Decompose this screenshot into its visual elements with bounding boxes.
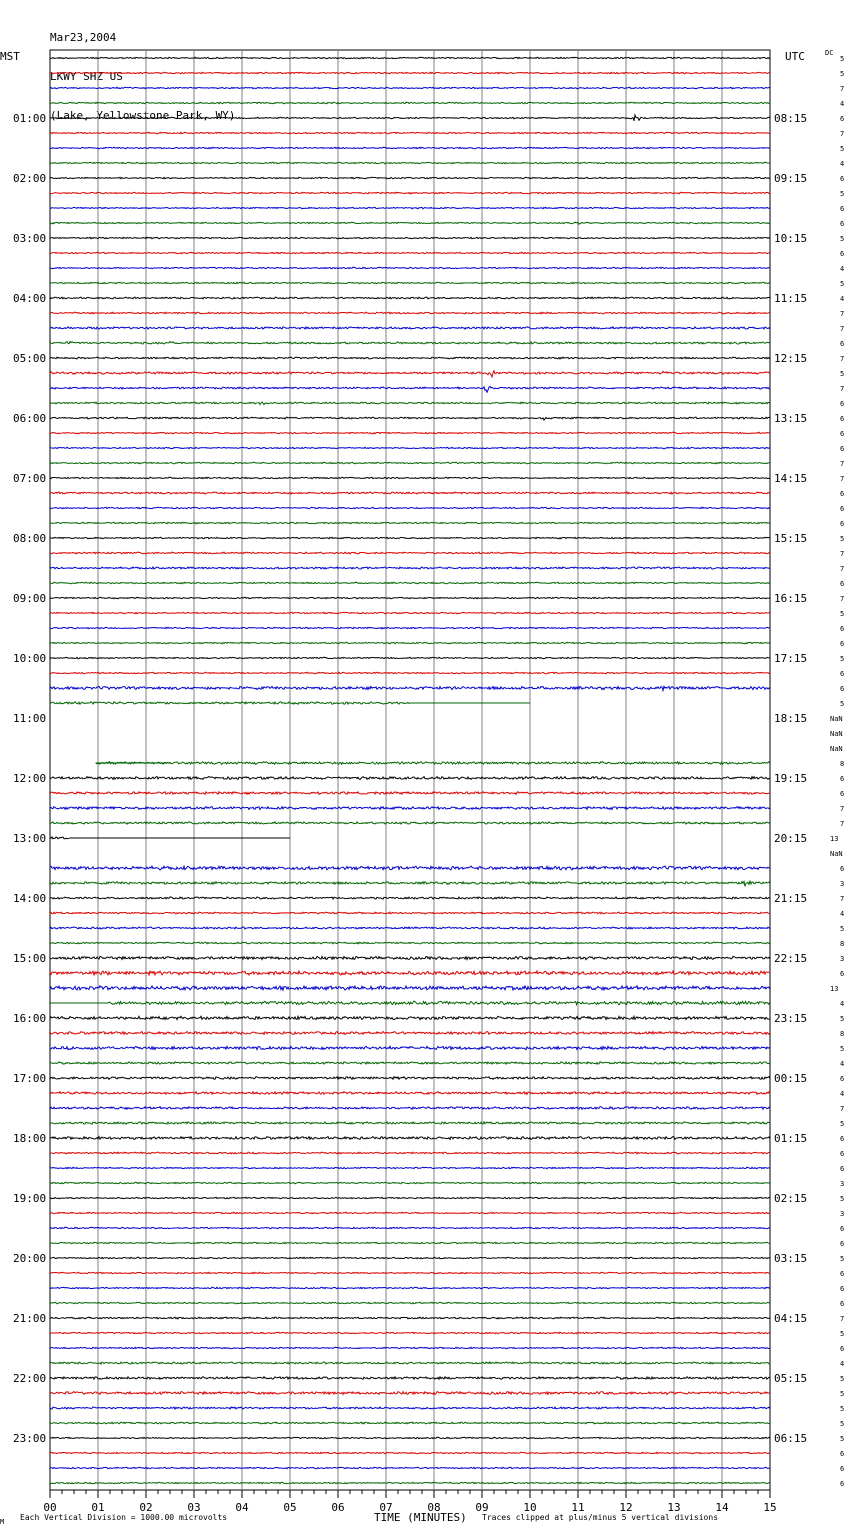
right-hour-label: 03:15	[774, 1252, 808, 1265]
dc-value: 7	[840, 385, 845, 393]
trace-line	[50, 1137, 770, 1140]
right-hour-label: 00:15	[774, 1072, 808, 1085]
trace-line	[50, 507, 770, 509]
trace-line	[50, 537, 770, 539]
right-hour-label: 04:15	[774, 1312, 808, 1325]
left-hour-label: 07:00	[13, 472, 47, 485]
left-hour-label: 02:00	[13, 172, 47, 185]
right-hour-label: 06:15	[774, 1432, 808, 1445]
dc-value: 4	[840, 160, 845, 168]
dc-value: 6	[840, 685, 845, 693]
right-hour-label: 21:15	[774, 892, 808, 905]
trace-line	[50, 417, 770, 420]
right-hour-label: 23:15	[774, 1012, 808, 1025]
trace-line	[50, 147, 770, 149]
dc-value: 5	[840, 1375, 845, 1383]
right-hour-label: 15:15	[774, 532, 808, 545]
right-hour-label: 02:15	[774, 1192, 808, 1205]
dc-value: 6	[840, 205, 845, 213]
trace-line	[50, 642, 770, 644]
x-tick-label: 04	[235, 1501, 249, 1514]
dc-value: 5	[840, 1120, 845, 1128]
left-hour-label: 15:00	[13, 952, 47, 965]
trace-line	[50, 1347, 770, 1349]
x-tick-label: 11	[571, 1501, 585, 1514]
trace-line	[50, 822, 770, 824]
right-hour-label: 01:15	[774, 1132, 808, 1145]
dc-value: 6	[840, 640, 845, 648]
x-tick-label: 15	[763, 1501, 777, 1514]
dc-value: 6	[840, 1300, 845, 1308]
trace-line	[50, 1197, 770, 1199]
station-code: LKWY SHZ US	[50, 70, 123, 83]
right-hour-label: 13:15	[774, 412, 808, 425]
dc-value: 6	[840, 115, 845, 123]
trace-line	[50, 1392, 770, 1395]
dc-value: 6	[840, 220, 845, 228]
dc-value: 3	[840, 955, 845, 963]
trace-line	[50, 912, 770, 914]
dc-value: 5	[840, 535, 845, 543]
left-hour-label: 18:00	[13, 1132, 47, 1145]
left-hour-label: 10:00	[13, 652, 47, 665]
trace-line	[50, 492, 770, 494]
right-hour-label: 20:15	[774, 832, 808, 845]
x-tick-label: 12	[619, 1501, 633, 1514]
dc-value: 5	[840, 655, 845, 663]
trace-line	[50, 132, 770, 134]
dc-value: 6	[840, 1225, 845, 1233]
x-tick-label: 13	[667, 1501, 681, 1514]
right-hour-label: 09:15	[774, 172, 808, 185]
x-tick-label: 07	[379, 1501, 393, 1514]
trace-line	[50, 627, 770, 629]
trace-line	[50, 222, 770, 224]
x-tick-label: 09	[475, 1501, 489, 1514]
x-tick-label: 01	[91, 1501, 105, 1514]
dc-value: 6	[840, 175, 845, 183]
dc-value: 6	[840, 250, 845, 258]
dc-value: 6	[840, 1075, 845, 1083]
trace-line	[50, 1422, 770, 1424]
trace-line	[50, 522, 770, 524]
dc-value: 4	[840, 1360, 845, 1368]
trace-line	[50, 1272, 770, 1274]
dc-value: 7	[840, 820, 845, 828]
dc-value: 5	[840, 145, 845, 153]
x-tick-label: 06	[331, 1501, 345, 1514]
dc-value: 8	[840, 760, 845, 768]
dc-value: 7	[840, 805, 845, 813]
left-hour-label: 23:00	[13, 1432, 47, 1445]
x-tick-label: 10	[523, 1501, 537, 1514]
trace-line	[50, 971, 770, 975]
right-hour-label: 12:15	[774, 352, 808, 365]
trace-line	[50, 1046, 770, 1049]
trace-line	[50, 1452, 770, 1454]
dc-value: 3	[840, 880, 845, 888]
trace-line	[50, 432, 770, 434]
trace-line	[50, 672, 770, 674]
trace-line	[50, 87, 770, 89]
trace-line	[50, 1062, 770, 1064]
x-tick-label: 02	[139, 1501, 153, 1514]
trace-line	[50, 252, 770, 254]
dc-value: 3	[840, 1210, 845, 1218]
dc-value: 6	[840, 865, 845, 873]
dc-column-label: DC	[825, 49, 834, 57]
right-hour-label: 11:15	[774, 292, 808, 305]
dc-value: 5	[840, 1435, 845, 1443]
dc-value: 3	[840, 1180, 845, 1188]
dc-value: 6	[840, 400, 845, 408]
x-axis-title: TIME (MINUTES)	[374, 1511, 467, 1524]
trace-line	[50, 1122, 770, 1124]
dc-value: 6	[840, 445, 845, 453]
trace-line	[50, 702, 410, 705]
trace-line	[50, 881, 770, 886]
right-hour-label: 10:15	[774, 232, 808, 245]
dc-value: NaN	[830, 850, 843, 858]
trace-line	[50, 897, 770, 899]
dc-value: 6	[840, 1150, 845, 1158]
dc-value: 5	[840, 1255, 845, 1263]
x-tick-label: 05	[283, 1501, 297, 1514]
right-hour-label: 08:15	[774, 112, 808, 125]
trace-line	[50, 837, 69, 839]
record-date: Mar23,2004	[50, 31, 117, 44]
dc-value: 5	[840, 370, 845, 378]
dc-value: 6	[840, 1240, 845, 1248]
dc-value: 5	[840, 1405, 845, 1413]
dc-value: 8	[840, 1030, 845, 1038]
dc-value: 6	[840, 1450, 845, 1458]
trace-line	[96, 762, 770, 765]
x-tick-label: 14	[715, 1501, 729, 1514]
left-hour-label: 21:00	[13, 1312, 47, 1325]
trace-line	[50, 597, 770, 599]
trace-line	[50, 177, 770, 179]
trace-line	[50, 386, 770, 392]
dc-value: NaN	[830, 730, 843, 738]
trace-line	[50, 357, 770, 359]
plot-frame	[50, 50, 770, 1490]
trace-line	[50, 1107, 770, 1110]
corner-mark: M	[0, 1518, 5, 1526]
dc-value: 7	[840, 895, 845, 903]
left-hour-label: 06:00	[13, 412, 47, 425]
right-hour-label: 19:15	[774, 772, 808, 785]
trace-line	[50, 1302, 770, 1304]
right-hour-label: 14:15	[774, 472, 808, 485]
trace-line	[50, 1227, 770, 1229]
dc-value: 4	[840, 265, 845, 273]
trace-line	[50, 1032, 770, 1035]
left-hour-label: 16:00	[13, 1012, 47, 1025]
dc-value: 6	[840, 1345, 845, 1353]
dc-value: 7	[840, 130, 845, 138]
left-hour-label: 19:00	[13, 1192, 47, 1205]
dc-value: 7	[840, 325, 845, 333]
dc-value: 5	[840, 1420, 845, 1428]
dc-value: 13	[830, 985, 839, 993]
station-location: (Lake, Yellowstone Park, WY)	[50, 109, 236, 122]
trace-line	[50, 282, 770, 284]
trace-line	[50, 1377, 770, 1380]
left-hour-label: 22:00	[13, 1372, 47, 1385]
trace-line	[50, 462, 770, 464]
trace-line	[50, 986, 770, 990]
dc-value: 5	[840, 700, 845, 708]
trace-line	[50, 792, 770, 795]
trace-line	[50, 942, 770, 944]
right-hour-label: 05:15	[774, 1372, 808, 1385]
trace-line	[50, 57, 770, 59]
trace-line	[50, 1152, 770, 1154]
right-hour-label: 17:15	[774, 652, 808, 665]
dc-value: 4	[840, 1090, 845, 1098]
trace-line	[108, 1001, 770, 1004]
left-hour-label: 03:00	[13, 232, 47, 245]
dc-value: 6	[840, 1480, 845, 1488]
dc-value: 7	[840, 85, 845, 93]
trace-line	[50, 777, 770, 780]
dc-value: 4	[840, 1000, 845, 1008]
dc-value: 5	[840, 925, 845, 933]
dc-value: 7	[840, 475, 845, 483]
left-hour-label: 20:00	[13, 1252, 47, 1265]
right-timezone-label: UTC	[785, 50, 805, 63]
trace-line	[50, 237, 770, 239]
dc-value: 6	[840, 775, 845, 783]
dc-value: 7	[840, 1315, 845, 1323]
dc-value: 6	[840, 1270, 845, 1278]
trace-line	[50, 552, 770, 554]
dc-value: 7	[840, 565, 845, 573]
trace-line	[50, 162, 770, 164]
dc-value: 5	[840, 190, 845, 198]
dc-value: 6	[840, 580, 845, 588]
left-hour-label: 14:00	[13, 892, 47, 905]
dc-value: 7	[840, 595, 845, 603]
trace-line	[50, 1182, 770, 1184]
trace-line	[50, 1467, 770, 1469]
dc-value: 6	[840, 790, 845, 798]
trace-line	[50, 956, 770, 959]
dc-value: 5	[840, 280, 845, 288]
trace-line	[50, 1317, 770, 1319]
dc-value: 4	[840, 910, 845, 918]
trace-line	[50, 102, 770, 104]
trace-line	[50, 192, 770, 194]
dc-value: 13	[830, 835, 839, 843]
dc-value: 6	[840, 1285, 845, 1293]
left-hour-label: 17:00	[13, 1072, 47, 1085]
left-hour-label: 08:00	[13, 532, 47, 545]
dc-value: 7	[840, 1105, 845, 1113]
trace-line	[50, 1016, 770, 1019]
dc-value: 6	[840, 520, 845, 528]
trace-line	[50, 1212, 770, 1214]
trace-line	[50, 1092, 770, 1095]
trace-line	[50, 807, 770, 810]
trace-line	[50, 612, 770, 614]
trace-line	[50, 327, 770, 329]
trace-line	[50, 1077, 770, 1080]
dc-value: 6	[840, 1465, 845, 1473]
dc-value: 5	[840, 70, 845, 78]
trace-line	[50, 402, 770, 405]
dc-value: 5	[840, 1390, 845, 1398]
trace-line	[50, 1257, 770, 1259]
trace-line	[50, 207, 770, 209]
dc-value: NaN	[830, 745, 843, 753]
trace-line	[50, 72, 770, 74]
trace-line	[50, 1332, 770, 1334]
scale-note: Each Vertical Division = 1000.00 microvolts	[20, 1513, 228, 1522]
left-hour-label: 11:00	[13, 712, 47, 725]
trace-line	[50, 927, 770, 929]
dc-value: 6	[840, 1135, 845, 1143]
left-hour-label: 12:00	[13, 772, 47, 785]
trace-line	[50, 567, 770, 569]
dc-value: 7	[840, 460, 845, 468]
dc-value: 5	[840, 1195, 845, 1203]
dc-value: 6	[840, 490, 845, 498]
dc-value: 5	[840, 1015, 845, 1023]
dc-value: 5	[840, 55, 845, 63]
trace-line	[50, 1482, 770, 1484]
left-hour-label: 01:00	[13, 112, 47, 125]
dc-value: 6	[840, 1165, 845, 1173]
dc-value: 5	[840, 1045, 845, 1053]
dc-value: 8	[840, 940, 845, 948]
trace-line	[50, 1167, 770, 1169]
left-hour-label: 13:00	[13, 832, 47, 845]
right-hour-label: 22:15	[774, 952, 808, 965]
dc-value: 5	[840, 235, 845, 243]
trace-line	[50, 312, 770, 314]
trace-line	[50, 341, 770, 344]
trace-line	[50, 1287, 770, 1289]
left-timezone-label: MST	[0, 50, 20, 63]
dc-value: 4	[840, 295, 845, 303]
dc-value: 5	[840, 1330, 845, 1338]
dc-value: 5	[840, 610, 845, 618]
dc-value: 6	[840, 340, 845, 348]
x-tick-label: 00	[43, 1501, 57, 1514]
dc-value: 7	[840, 310, 845, 318]
trace-line	[50, 447, 770, 449]
trace-line	[50, 297, 770, 299]
dc-value: 6	[840, 430, 845, 438]
x-tick-label: 08	[427, 1501, 441, 1514]
x-tick-label: 03	[187, 1501, 201, 1514]
trace-line	[50, 477, 770, 479]
left-hour-label: 09:00	[13, 592, 47, 605]
dc-value: 4	[840, 100, 845, 108]
clip-note: Traces clipped at plus/minus 5 vertical divisions	[482, 1513, 719, 1522]
trace-line	[50, 686, 770, 690]
right-hour-label: 18:15	[774, 712, 808, 725]
dc-value: 7	[840, 355, 845, 363]
trace-line	[50, 115, 770, 121]
dc-value: 4	[840, 1060, 845, 1068]
left-hour-label: 04:00	[13, 292, 47, 305]
trace-line	[50, 866, 770, 870]
trace-line	[50, 1362, 770, 1364]
dc-value: 6	[840, 625, 845, 633]
dc-value: 6	[840, 505, 845, 513]
trace-line	[50, 657, 770, 659]
trace-line	[50, 1407, 770, 1409]
trace-line	[50, 1242, 770, 1244]
trace-line	[50, 582, 770, 584]
left-hour-label: 05:00	[13, 352, 47, 365]
dc-value: 6	[840, 970, 845, 978]
dc-value: NaN	[830, 715, 843, 723]
trace-line	[50, 1437, 770, 1439]
trace-line	[50, 371, 770, 377]
trace-line	[50, 267, 770, 269]
dc-value: 7	[840, 550, 845, 558]
dc-value: 6	[840, 415, 845, 423]
dc-value: 6	[840, 670, 845, 678]
right-hour-label: 16:15	[774, 592, 808, 605]
